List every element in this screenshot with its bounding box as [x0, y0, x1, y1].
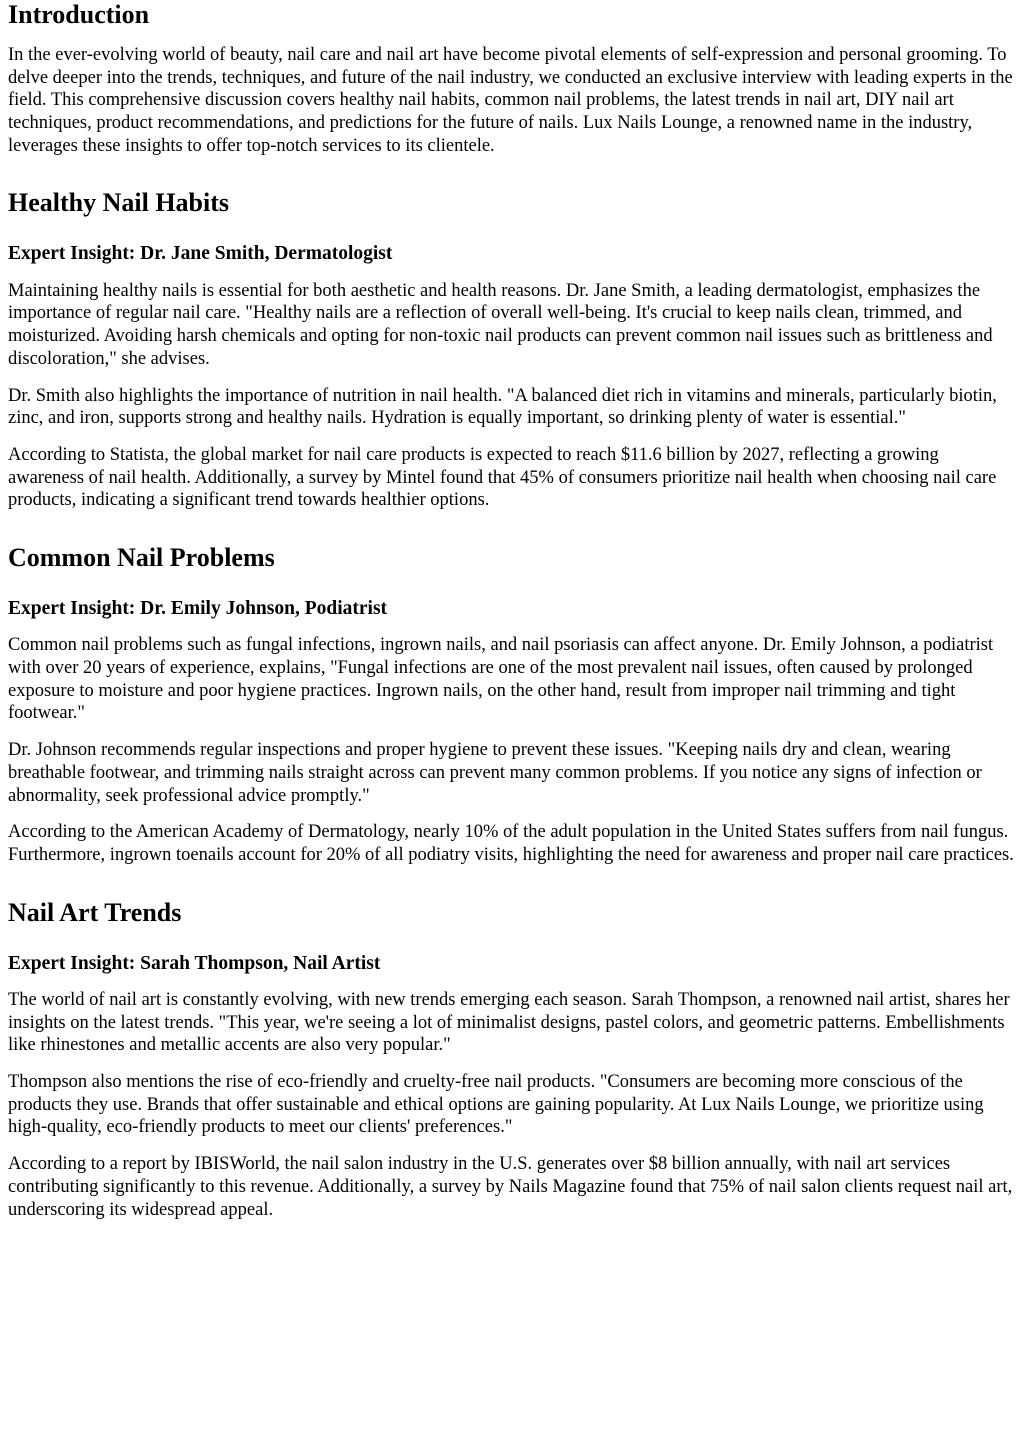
expert-insight-subheading: Expert Insight: Dr. Emily Johnson, Podiatrist [8, 597, 388, 619]
body-paragraph: Common nail problems such as fungal infections, ingrown nails, and nail psoriasis can affect anyone. Dr. Emily Johnson, a podiatrist with over 20 years of experience, explains, "Fungal infections are one of the most prevalent nail issues, often caused by prolonged exposure to moisture and poor hygiene practices. Ingrown nails, on the other hand, result from improper nail trimming and tight footwear." [8, 635, 994, 724]
section-heading: Healthy Nail Habits [8, 188, 230, 218]
expert-insight-subheading: Expert Insight: Dr. Jane Smith, Dermatologist [8, 243, 393, 265]
body-paragraph: According to the American Academy of Dermatology, nearly 10% of the adult population in the United States suffers from nail fungus. Furthermore, ingrown toenails account for 20% of all podiatry visits, highlighting the need for awareness and proper nail care practices. [8, 822, 1014, 865]
body-paragraph: Thompson also mentions the rise of eco-friendly and cruelty-free nail products. "Consumers are becoming more conscious of the products they use. Brands that offer sustainable and ethical options are gaining popularity. At Lux Nails Lounge, we prioritize using high-quality, eco-friendly products to meet our clients' preferences." [8, 1072, 984, 1138]
article-section [8, 543, 1016, 867]
body-paragraph: According to Statista, the global market for nail care products is expected to reach $11.6 billion by 2027, reflecting a growing awareness of nail health. Additionally, a survey by Mintel found that 45% of consumers prioritize nail health when choosing nail care products, indicating a significant trend towards healthier options. [8, 444, 997, 511]
body-paragraph: Dr. Smith also highlights the importance of nutrition in nail health. "A balanced diet rich in vitamins and minerals, particularly biotin, zinc, and iron, supports strong and healthy nails. Hydration is equally important, so drinking plenty of water is essential." [8, 385, 997, 429]
body-paragraph: In the ever-evolving world of beauty, nail care and nail art have become pivotal elements of self-expression and personal grooming. To delve deeper into the trends, techniques, and future of the nail industry, we conducted an exclusive interview with leading experts in the field. This comprehensive discussion covers healthy nail habits, common nail problems, the latest trends in nail art, DIY nail art techniques, product recommendations, and predictions for the future of nails. Lux Nails Lounge, a renowned name in the industry, leverages these insights to offer top-notch services to its clientele. [8, 44, 1013, 156]
expert-insight-subheading: Expert Insight: Sarah Thompson, Nail Artist [8, 952, 381, 974]
body-paragraph: Dr. Johnson recommends regular inspections and proper hygiene to prevent these issues. "Keeping nails dry and clean, wearing breathable footwear, and trimming nails straight across can prevent many common problems. If you notice any signs of infection or abnormality, seek professional advice promptly." [8, 740, 982, 806]
section-heading: Introduction [8, 0, 150, 29]
article-section [8, 898, 1016, 1222]
article-section [8, 0, 1016, 157]
article-section [8, 188, 1016, 512]
body-paragraph: The world of nail art is constantly evolving, with new trends emerging each season. Sarah Thompson, a renowned nail artist, shares her insights on the latest trends. "This year, we're seeing a lot of minimalist designs, pastel colors, and geometric patterns. Embellishments like rhinestones and metallic accents are also very popular." [8, 989, 1010, 1056]
bottom-spacer [8, 1221, 1016, 1239]
body-paragraph: According to a report by IBISWorld, the nail salon industry in the U.S. generates over $8 billion annually, with nail art services contributing significantly to this revenue. Additionally, a survey by Nails Magazine found that 75% of nail salon clients request nail art, underscoring its widespread appeal. [8, 1154, 1013, 1220]
section-heading: Common Nail Problems [8, 543, 275, 573]
body-paragraph: Maintaining healthy nails is essential for both aesthetic and health reasons. Dr. Jane Smith, a leading dermatologist, emphasizes the importance of regular nail care. "Healthy nails are a reflection of overall well-being. It's crucial to keep nails clean, trimmed, and moisturized. Avoiding harsh chemicals and opting for non-toxic nail products can prevent common nail issues such as brittleness and discoloration," she advises. [8, 280, 993, 369]
section-heading: Nail Art Trends [8, 897, 182, 927]
